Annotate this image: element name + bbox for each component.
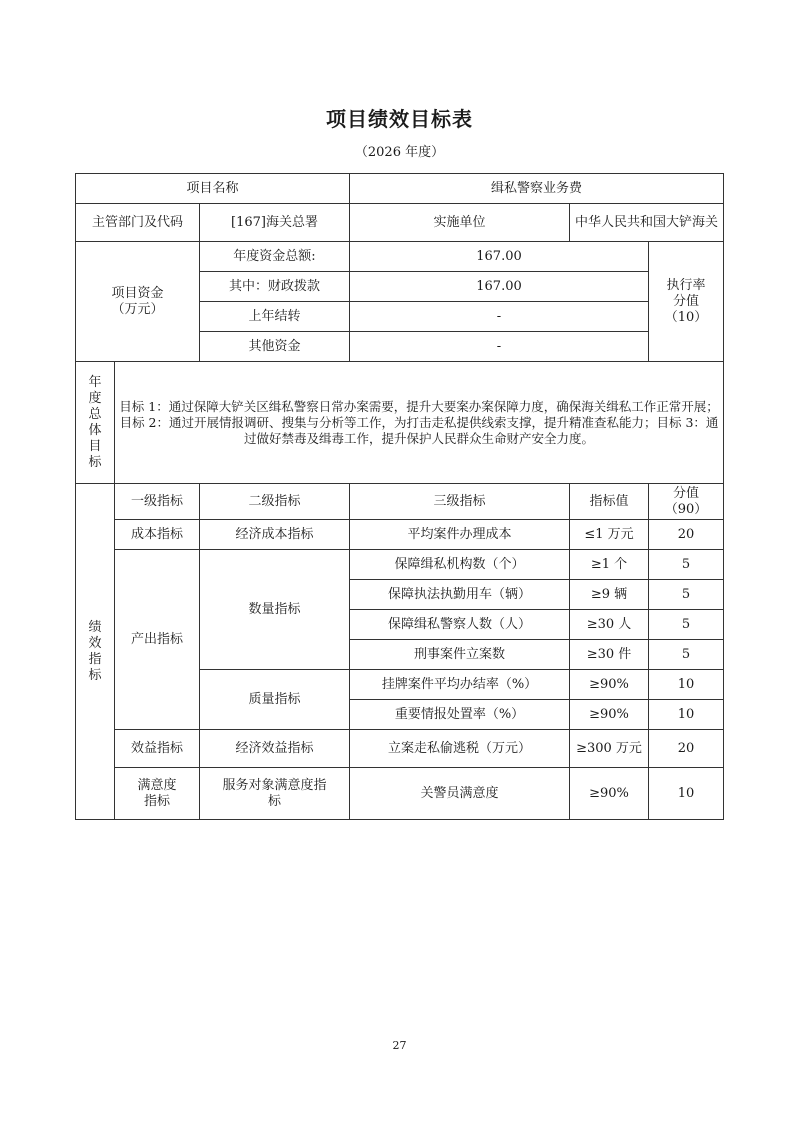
exec-rate-cell bbox=[649, 242, 724, 362]
goal-char: 度 bbox=[88, 390, 102, 406]
quality-score: 10 bbox=[649, 670, 724, 700]
quantity-score: 5 bbox=[649, 550, 724, 580]
quantity-level3: 保障执法执勤用车（辆） bbox=[350, 580, 570, 610]
row-funds-total bbox=[76, 242, 724, 272]
quality-level3: 重要情报处置率（%） bbox=[350, 700, 570, 730]
benefit-score: 20 bbox=[649, 730, 724, 768]
output-level1: 产出指标 bbox=[115, 550, 200, 730]
quantity-level3: 保障缉私机构数（个） bbox=[350, 550, 570, 580]
label-project-name: 项目名称 bbox=[76, 174, 350, 204]
label-fiscal: 其中：财政拨款 bbox=[200, 272, 350, 302]
value-impl-unit: 中华人民共和国大铲海关 bbox=[570, 204, 724, 242]
label-other: 其他资金 bbox=[200, 332, 350, 362]
benefit-level2: 经济效益指标 bbox=[200, 730, 350, 768]
goal-char: 体 bbox=[88, 422, 102, 438]
page-subtitle: （2026 年度） bbox=[354, 145, 445, 160]
value-project-name: 缉私警察业务费 bbox=[350, 174, 724, 204]
quantity-value: ≥30 人 bbox=[570, 610, 649, 640]
label-funds bbox=[76, 242, 200, 362]
benefit-level1: 效益指标 bbox=[115, 730, 200, 768]
label-funds-title: 项目资金 bbox=[111, 285, 164, 301]
label-exec-rate: 执行率 bbox=[666, 277, 706, 293]
quantity-score: 5 bbox=[649, 580, 724, 610]
goal-char: 标 bbox=[88, 454, 102, 470]
satisfaction-score: 10 bbox=[649, 768, 724, 820]
label-dept: 主管部门及代码 bbox=[76, 204, 200, 242]
benefit-level3: 立案走私偷逃税（万元） bbox=[350, 730, 570, 768]
label-carry: 上年结转 bbox=[200, 302, 350, 332]
goal-char: 总 bbox=[88, 406, 102, 422]
quantity-value: ≥1 个 bbox=[570, 550, 649, 580]
label-total: 年度资金总额: bbox=[200, 242, 350, 272]
quality-value: ≥90% bbox=[570, 670, 649, 700]
quantity-level3: 保障缉私警察人数（人） bbox=[350, 610, 570, 640]
page-number: 27 bbox=[392, 1039, 407, 1052]
perf-char: 指 bbox=[88, 651, 102, 667]
quality-score: 10 bbox=[649, 700, 724, 730]
page-title: 项目绩效目标表 bbox=[326, 107, 473, 131]
label-annual-goal bbox=[76, 362, 115, 484]
quantity-level3: 刑事案件立案数 bbox=[350, 640, 570, 670]
cost-level1: 成本指标 bbox=[115, 520, 200, 550]
row-cost bbox=[76, 520, 724, 550]
benefit-value: ≥300 万元 bbox=[570, 730, 649, 768]
performance-goal-table bbox=[75, 173, 724, 820]
value-fiscal: 167.00 bbox=[350, 272, 649, 302]
perf-char: 标 bbox=[88, 667, 102, 683]
header-level2: 二级指标 bbox=[200, 484, 350, 520]
row-satisfaction bbox=[76, 768, 724, 820]
row-dept bbox=[76, 204, 724, 242]
quality-value: ≥90% bbox=[570, 700, 649, 730]
label-score-ten: （10） bbox=[664, 309, 708, 325]
goal-text: 目标 1：通过保障大铲关区缉私警察日常办案需要，提升大要案办案保障力度，确保海关缉私工作正常开展；目标 2：通过开展情报调研、搜集与分析等工作，为打击走私提供线索支撑，提升精准查私能力；目标 3：通过做好禁毒及缉毒工作，提升保护人民群众生命财产安全力度。 bbox=[115, 362, 724, 484]
satisfaction-level2: 服务对象满意度指标 bbox=[200, 768, 350, 820]
quality-level3: 挂牌案件平均办结率（%） bbox=[350, 670, 570, 700]
row-project-name bbox=[76, 174, 724, 204]
header-level3: 三级指标 bbox=[350, 484, 570, 520]
value-other: - bbox=[350, 332, 649, 362]
goal-char: 目 bbox=[88, 438, 102, 454]
value-carry: - bbox=[350, 302, 649, 332]
satisfaction-value: ≥90% bbox=[570, 768, 649, 820]
label-performance bbox=[76, 484, 115, 820]
value-total: 167.00 bbox=[350, 242, 649, 272]
row-indicator-header bbox=[76, 484, 724, 520]
satisfaction-level3: 关警员满意度 bbox=[350, 768, 570, 820]
cost-score: 20 bbox=[649, 520, 724, 550]
quality-level2: 质量指标 bbox=[200, 670, 350, 730]
quantity-level2: 数量指标 bbox=[200, 550, 350, 670]
row-quantity-1 bbox=[76, 550, 724, 580]
header-score-sub: （90） bbox=[664, 501, 708, 517]
quantity-value: ≥9 辆 bbox=[570, 580, 649, 610]
cost-level3: 平均案件办理成本 bbox=[350, 520, 570, 550]
header-value: 指标值 bbox=[570, 484, 649, 520]
value-dept-code: [167]海关总署 bbox=[200, 204, 350, 242]
cost-level2: 经济成本指标 bbox=[200, 520, 350, 550]
goal-char: 年 bbox=[88, 374, 102, 390]
row-annual-goal bbox=[76, 362, 724, 484]
label-score-value: 分值 bbox=[672, 293, 699, 309]
label-impl-unit: 实施单位 bbox=[350, 204, 570, 242]
row-benefit bbox=[76, 730, 724, 768]
cost-value: ≤1 万元 bbox=[570, 520, 649, 550]
quantity-score: 5 bbox=[649, 640, 724, 670]
perf-char: 绩 bbox=[88, 619, 102, 635]
satisfaction-level1: 满意度指标 bbox=[115, 768, 200, 820]
header-score-label: 分值 bbox=[672, 485, 699, 501]
header-score bbox=[649, 484, 724, 520]
quantity-value: ≥30 件 bbox=[570, 640, 649, 670]
quantity-score: 5 bbox=[649, 610, 724, 640]
label-funds-unit: （万元） bbox=[111, 301, 164, 317]
header-level1: 一级指标 bbox=[115, 484, 200, 520]
perf-char: 效 bbox=[88, 635, 102, 651]
